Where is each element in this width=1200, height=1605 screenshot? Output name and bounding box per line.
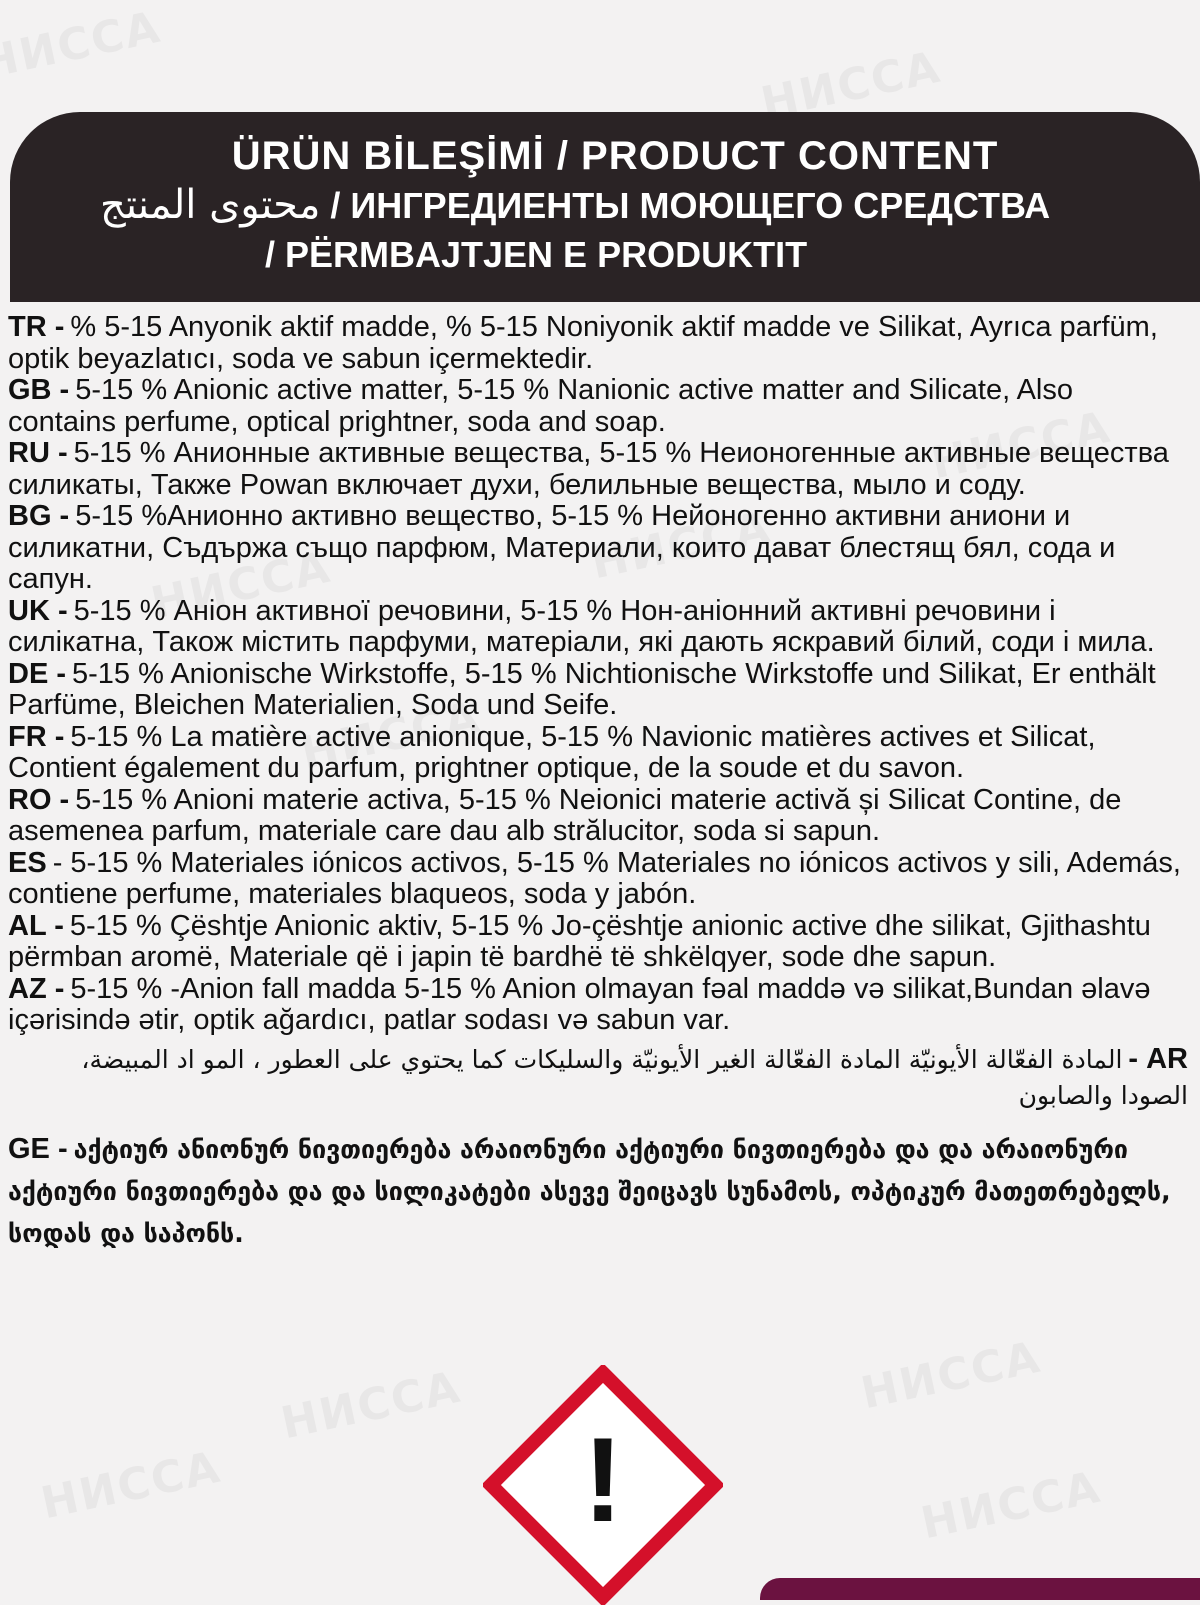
entry-es <box>8 848 1188 911</box>
entry-ru <box>8 438 1188 501</box>
header-albanian-title: / PËRMBAJTJEN E PRODUKTIT <box>265 234 808 275</box>
language-code: AZ - <box>8 972 65 1005</box>
entry-text: المادة الفعّالة الأيونيّة المادة الفعّالة الغير الأيونيّة والسليكات كما يحتوي على العطور ، المو اد المبيضة، الصودا والصابون <box>81 1044 1188 1110</box>
entry-text: 5-15 %Анионно активно вещество, 5-15 % Нейоногенно активни аниони и силикатни, Съдържа също парфюм, Материали, които дават блестящ бял, сода и сапун. <box>8 500 1116 595</box>
entry-ro <box>8 785 1188 848</box>
header-title: ÜRÜN BİLEŞİMİ / PRODUCT CONTENT <box>231 134 999 178</box>
entry-fr <box>8 722 1188 785</box>
watermark <box>0 2 166 90</box>
package-edge-strip <box>760 1578 1200 1600</box>
entry-text: 5-15 % Анионные активные вещества, 5-15 % Неионогенные активные вещества силикаты, Также Powan включает духи, белильные вещества, мыло и соду. <box>8 437 1169 501</box>
language-code: FR - <box>8 720 65 753</box>
ingredients-list <box>8 312 1188 1255</box>
language-code: TR - <box>8 311 65 343</box>
language-code: GE - <box>8 1132 68 1165</box>
entry-az <box>8 974 1188 1037</box>
language-code: BG - <box>8 500 70 532</box>
language-code: GB - <box>8 374 70 406</box>
language-code: ES <box>8 846 47 879</box>
language-code: AL - <box>8 909 64 942</box>
entry-ar <box>8 1041 1188 1114</box>
entry-text: 5-15 % Anionic active matter, 5-15 % Nanionic active matter and Silicate, Also contains perfume, optical prightner, soda and soap. <box>8 374 1073 438</box>
header-arabic-title: محتوى المنتج <box>100 182 321 228</box>
entry-text: 5-15 % Anionische Wirkstoffe, 5-15 % Nichtionische Wirkstoffe und Silikat, Er enthält Parfüme, Bleichen Materialien, Soda und Seife. <box>8 657 1156 721</box>
entry-text: 5-15 % La matière active anionique, 5-15 % Navionic matières actives et Silicat, Contient également du parfum, prightner optique, de la soude et du savon. <box>8 720 1096 784</box>
language-code: RU - <box>8 437 68 469</box>
entry-de <box>8 659 1188 722</box>
entry-text: % 5-15 Anyonik aktif madde, % 5-15 Noniyonik aktif madde ve Silikat, Ayrıca parfüm, optik beyazlatıcı, soda ve sabun içermektedir. <box>8 311 1158 375</box>
entry-text: - 5-15 % Materiales iónicos activos, 5-15 % Materiales no iónicos activos y sili, Además, contiene perfume, materiales blaqueos, soda y jabón. <box>8 846 1181 910</box>
entry-ge <box>8 1128 1188 1255</box>
entry-gb <box>8 375 1188 438</box>
watermark <box>857 1332 1046 1420</box>
header-russian-title: / ИНГРЕДИЕНТЫ МОЮЩЕГО СРЕДСТВА <box>320 185 1051 226</box>
entry-uk <box>8 596 1188 659</box>
entry-text: 5-15 % Anioni materie activa, 5-15 % Neionici materie activă și Silicat Contine, de asemenea parfum, materiale care dau alb strălucitor, soda si sapun. <box>8 783 1122 847</box>
watermark <box>277 1362 466 1450</box>
language-code: RO - <box>8 783 70 816</box>
entry-bg <box>8 501 1188 596</box>
entry-tr <box>8 312 1188 375</box>
watermark <box>917 1462 1106 1550</box>
entry-al <box>8 911 1188 974</box>
language-code: DE - <box>8 657 66 690</box>
entry-text: აქტიურ ანიონურ ნივთიერება არაიონური აქტიური ნივთიერება და და არაიონური აქტიური ნივთიერება და და სილიკატები ასევე შეიცავს სუნამოს, ოპტიკურ მათეთრებელს, სოდას და საპონს. <box>8 1134 1171 1248</box>
language-code: UK - <box>8 594 68 627</box>
hazard-exclamation-mark: ! <box>583 1413 623 1547</box>
hazard-warning-icon <box>483 1365 723 1605</box>
language-code: AR - <box>1128 1042 1188 1075</box>
header-subtitle <box>100 182 1190 228</box>
content-header <box>10 112 1200 302</box>
entry-text: 5-15 % -Anion fall madda 5-15 % Anion olmayan fəal maddə və silikat,Bundan əlavə içərisində ətir, optik ağardıcı, patlar sodası və sabun var. <box>8 972 1151 1036</box>
entry-text: 5-15 % Аніон активної речовини, 5-15 % Нон-аніонний активні речовини і силікатна, Також містить парфуми, матеріали, які дають яскравий білий, соди і мила. <box>8 594 1155 658</box>
watermark <box>37 1442 226 1530</box>
entry-text: 5-15 % Çështje Anionic aktiv, 5-15 % Jo-çështje anionic active dhe silikat, Gjithashtu përmban aromë, Materiale që i japin të bardhë të shkëlqyer, sode dhe sapun. <box>8 909 1151 973</box>
